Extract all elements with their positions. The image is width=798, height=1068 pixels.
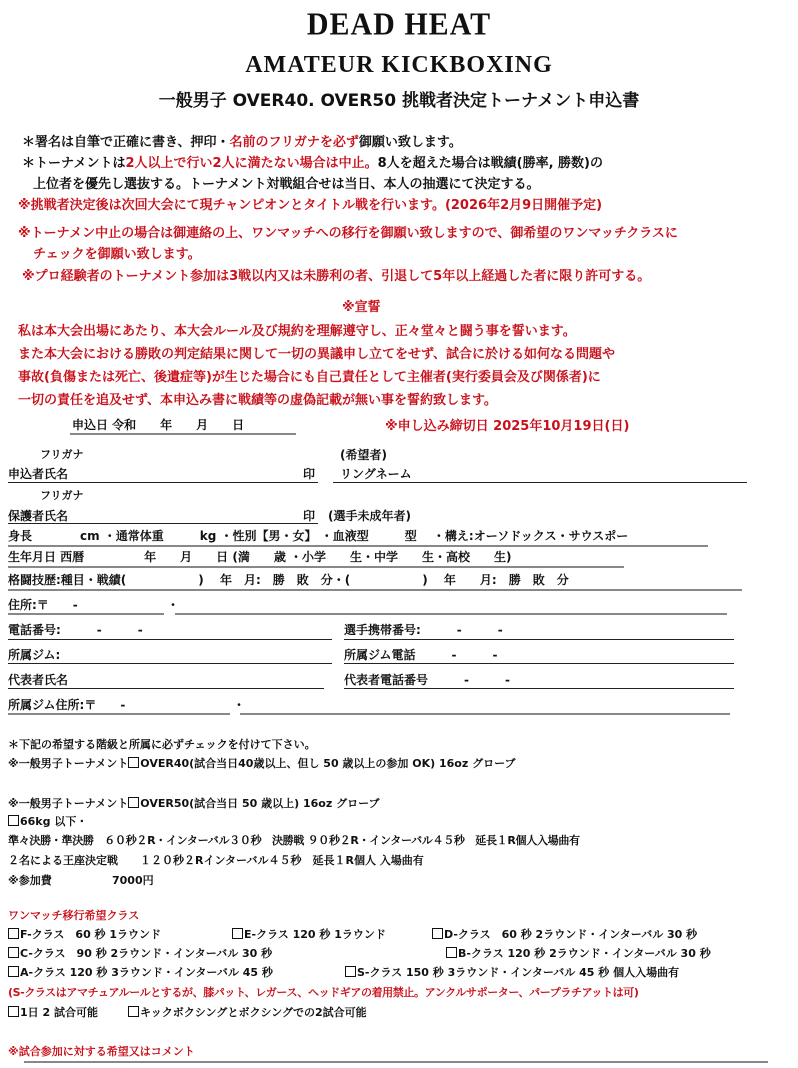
date-underline [70, 433, 296, 435]
rep-phone-field[interactable] [344, 688, 734, 689]
class-d-option[interactable] [432, 926, 697, 942]
address-dot: ・ [167, 598, 180, 612]
mobile-field[interactable] [344, 639, 734, 640]
application-date-field[interactable]: 申込日 令和 年 月 日 [72, 418, 245, 432]
comment-label: ※試合参加に対する希望又はコメント [8, 1045, 195, 1058]
oath-line: 事故(負傷または死亡、後遺症等)が生じた場合にも自己責任として主催者(実行委員会及び関係者)に [18, 370, 601, 385]
note-pro-experience: ※プロ経験者のトーナメント参加は3戦以内又は未勝利の者、引退して5年以上経過した者に限り許可する。 [22, 269, 651, 284]
class-c-option[interactable] [8, 945, 272, 961]
furigana-label: フリガナ [40, 448, 84, 461]
weight-option[interactable] [8, 813, 87, 829]
fee-label: ※参加費 [8, 874, 52, 887]
event-subtitle: AMATEUR KICKBOXING [245, 52, 553, 78]
note-tournament [22, 152, 603, 171]
gym-label: 所属ジム: [8, 648, 61, 662]
gym-phone-label: 所属ジム電話 - - [344, 648, 498, 662]
checkbox[interactable] [8, 966, 19, 977]
postal-code-field[interactable] [8, 613, 164, 615]
option-label: OVER40(試合当日40歳以上、但し 50 歳以上の参加 OK) 16oz グローブ [140, 757, 516, 770]
class-s-option[interactable] [345, 964, 679, 980]
note-signature [22, 131, 462, 150]
rep-phone-label: 代表者電話番号 - - [344, 673, 510, 687]
gym-address-dot: ・ [233, 698, 246, 712]
mobile-label: 選手携帯番号: - - [344, 623, 503, 637]
class-e-option[interactable] [232, 926, 386, 942]
gym-field[interactable] [8, 663, 332, 664]
guardian-name-field[interactable] [8, 523, 318, 524]
two-matches-option[interactable] [8, 1004, 98, 1020]
option-prefix: ※一般男子トーナメント [8, 757, 129, 770]
option-prefix: ※一般男子トーナメント [8, 797, 129, 810]
onematch-heading: ワンマッチ移行希望クラス [8, 909, 140, 922]
ring-name-field[interactable] [333, 482, 747, 483]
note-cancel-cont: チェックを御願い致します。 [33, 247, 201, 262]
option-label: OVER50(試合当日 50 歳以上) 16oz グローブ [140, 797, 380, 810]
checkbox[interactable] [8, 947, 19, 958]
phone-field[interactable] [8, 639, 332, 640]
option-label: キックボクシングとボクシングでの2試合可能 [140, 1006, 367, 1019]
seal-mark: 印 [303, 509, 316, 523]
fee-value: 7000円 [112, 874, 154, 887]
note-text: ＊署名は自筆で正確に書き、押印・ [22, 135, 230, 150]
class-a-option[interactable] [8, 964, 273, 980]
gym-postal-field[interactable] [8, 713, 230, 715]
deadline: ※申し込み締切日 2025年10月19日(日) [385, 419, 630, 434]
rules-title-match: ２名による王座決定戦 １２０秒２Rインターバル４５秒 延長１R個人 入場曲有 [8, 854, 424, 867]
ring-name-label: リングネーム [340, 467, 412, 481]
comment-field[interactable] [24, 1061, 768, 1063]
class-f-option[interactable] [8, 926, 161, 942]
over50-option[interactable] [8, 795, 380, 811]
option-label: C-クラス 90 秒 2ラウンド・インターバル 30 秒 [20, 947, 273, 960]
birth-info-field[interactable]: 生年月日 西暦 年 月 日 (満 歳 ・小学 生・中学 生・高校 生) [8, 550, 512, 564]
option-label: 1日 2 試合可能 [20, 1006, 98, 1019]
history-field[interactable]: 格闘技歴:種目・戦績( ) 年 月: 勝 敗 分・( ) 年 月: 勝 敗 分 [8, 573, 569, 587]
note-emphasis: 名前のフリガナを必ず [229, 135, 359, 150]
checkbox[interactable] [8, 1006, 19, 1017]
address-label: 住所:〒 - [8, 598, 78, 612]
applicant-name-field[interactable] [8, 482, 318, 483]
oath-line: 私は本大会出場にあたり、本大会ルール及び規約を理解遵守し、正々堂々と闘う事を誓います。 [18, 324, 576, 339]
note-text: 御願い致します。 [358, 135, 462, 150]
option-label: B-クラス 120 秒 2ラウンド・インターバル 30 秒 [458, 947, 711, 960]
body-info-underline [8, 545, 708, 547]
checkbox[interactable] [8, 815, 19, 826]
rep-name-field[interactable] [8, 688, 324, 689]
note-emphasis: 2人以上で行い2人に満たない場合は中止。 [125, 156, 378, 171]
checkbox[interactable] [8, 928, 19, 939]
option-label: A-クラス 120 秒 3ラウンド・インターバル 45 秒 [20, 966, 273, 979]
class-b-option[interactable] [446, 945, 711, 961]
hope-label: (希望者) [340, 448, 387, 462]
entry-instruction: ＊下記の希望する階級と所属に必ずチェックを付けて下さい。 [8, 738, 316, 751]
note-cancel: ※トーナメン中止の場合は御連絡の上、ワンマッチへの移行を御願い致しますので、御希望のワンマッチクラスに [18, 226, 678, 241]
checkbox[interactable] [128, 1006, 139, 1017]
option-label: D-クラス 60 秒 2ラウンド・インターバル 30 秒 [444, 928, 698, 941]
phone-label: 電話番号: - - [8, 623, 143, 637]
furigana-label: フリガナ [40, 489, 84, 502]
checkbox[interactable] [128, 797, 139, 808]
note-tournament-cont: 上位者を優先し選抜する。トーナメント対戦組合せは当日、本人の抽選にて決定する。 [33, 177, 540, 192]
s-class-note: (S-クラスはアマチュアルールとするが、膝パット、レガース、ヘッドギアの着用禁止。アンクルサポーター、パープラチアットは可) [8, 986, 639, 999]
form-title: 一般男子 OVER40. OVER50 挑戦者決定トーナメント申込書 [158, 91, 640, 111]
gym-address-field[interactable] [240, 713, 730, 715]
oath-line: また本大会における勝敗の判定結果に関して一切の異議申し立てをせず、試合に於ける如何なる問題や [18, 347, 615, 362]
birth-underline [8, 566, 624, 568]
over40-option[interactable] [8, 755, 516, 771]
event-title: DEAD HEAT [306, 7, 492, 42]
option-label: 66kg 以下・ [20, 815, 88, 828]
option-label: E-クラス 120 秒 1ラウンド [244, 928, 386, 941]
checkbox[interactable] [232, 928, 243, 939]
note-title-match: ※挑戦者決定後は次回大会にて現チャンピオンとタイトル戦を行います。(2026年2月9日開催予定) [18, 198, 603, 213]
applicant-name-label: 申込者氏名 [8, 467, 69, 481]
note-text: 8人を超えた場合は戦績(勝率, 勝数)の [377, 156, 603, 171]
note-text: ＊トーナメントは [22, 156, 126, 171]
rep-name-label: 代表者氏名 [8, 673, 69, 687]
oath-heading: ※宣誓 [342, 300, 381, 315]
address-field[interactable] [175, 613, 727, 615]
gym-address-label: 所属ジム住所:〒 - [8, 698, 126, 712]
option-label: F-クラス 60 秒 1ラウンド [20, 928, 162, 941]
minor-label: (選手未成年者) [328, 509, 411, 523]
checkbox[interactable] [345, 966, 356, 977]
oath-line: 一切の責任を追及せず、本申込み書に戦績等の虚偽記載が無い事を誓約致します。 [18, 393, 497, 408]
gym-phone-field[interactable] [344, 663, 734, 664]
option-label: S-クラス 150 秒 3ラウンド・インターバル 45 秒 個人入場曲有 [357, 966, 680, 979]
checkbox[interactable] [446, 947, 457, 958]
rules-semifinal: 準々決勝・準決勝 ６０秒２R・インターバル３０秒 決勝戦 ９０秒２R・インターバル４５秒 延長１R個人入場曲有 [8, 834, 580, 847]
seal-mark: 印 [303, 467, 316, 481]
body-info-field[interactable]: 身長 cm ・通常体重 kg ・性別【男・女】 ・血液型 型 ・構え:オーソドックス・サウスポー [8, 529, 629, 543]
history-underline [8, 589, 742, 591]
guardian-name-label: 保護者氏名 [8, 509, 69, 523]
checkbox[interactable] [432, 928, 443, 939]
kick-box-option[interactable] [128, 1004, 367, 1020]
checkbox[interactable] [128, 757, 139, 768]
